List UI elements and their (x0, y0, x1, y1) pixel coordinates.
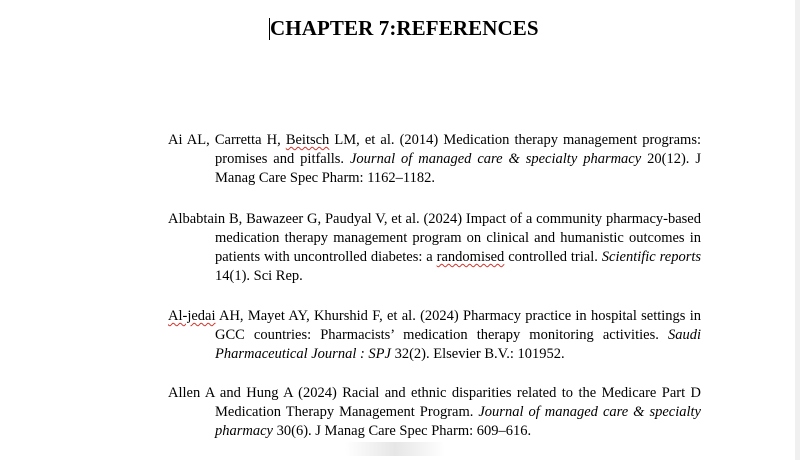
spelling-flagged-word[interactable]: randomised (436, 249, 505, 265)
reference-entry (168, 384, 701, 441)
reference-text: Ai AL, Carretta H, (168, 132, 286, 148)
reference-entry (168, 210, 701, 286)
reference-details: 20(12). J Manag Care Spec Pharm: 1162–1182. (215, 151, 701, 186)
vertical-scrollbar[interactable] (795, 0, 800, 460)
reference-text: Albabtain B, Bawazeer G, Paudyal V, et al. (2024) Impact of a community pharmacy-based medication therapy management program on clinical and humanistic outcomes in patients with uncontrolled diabetes: a (168, 211, 701, 265)
spelling-flagged-word[interactable]: Al-jedai (168, 308, 216, 324)
chapter-title: CHAPTER 7:REFERENCES (270, 16, 539, 40)
journal-name: Journal of managed care & specialty pharmacy (215, 404, 701, 439)
reference-details: 32(2). Elsevier B.V.: 101952. (390, 346, 565, 362)
journal-name: Saudi Pharmaceutical Journal : SPJ (215, 327, 701, 362)
reference-text: LM, et al. (2014) Medication therapy management programs: promises and pitfalls. (215, 132, 701, 167)
journal-name: Journal of managed care & specialty pharmacy (350, 151, 642, 167)
reference-entry (168, 307, 701, 364)
watermark-blur (345, 442, 445, 456)
reference-entry (168, 131, 701, 188)
reference-text: Allen A and Hung A (2024) Racial and ethnic disparities related to the Medicare Part D Medication Therapy Management Program. (168, 385, 701, 420)
spelling-flagged-word[interactable]: Beitsch (285, 132, 330, 148)
reference-details: 30(6). J Manag Care Spec Pharm: 609–616. (273, 423, 532, 439)
reference-details: 14(1). Sci Rep. (215, 268, 303, 284)
reference-text: AH, Mayet AY, Khurshid F, et al. (2024) Pharmacy practice in hospital settings in GCC countries: Pharmacists’ medication therapy monitoring activities. (215, 308, 701, 343)
reference-list (168, 131, 701, 460)
reference-text: controlled trial. (504, 249, 602, 265)
journal-name: Scientific reports (601, 249, 702, 265)
